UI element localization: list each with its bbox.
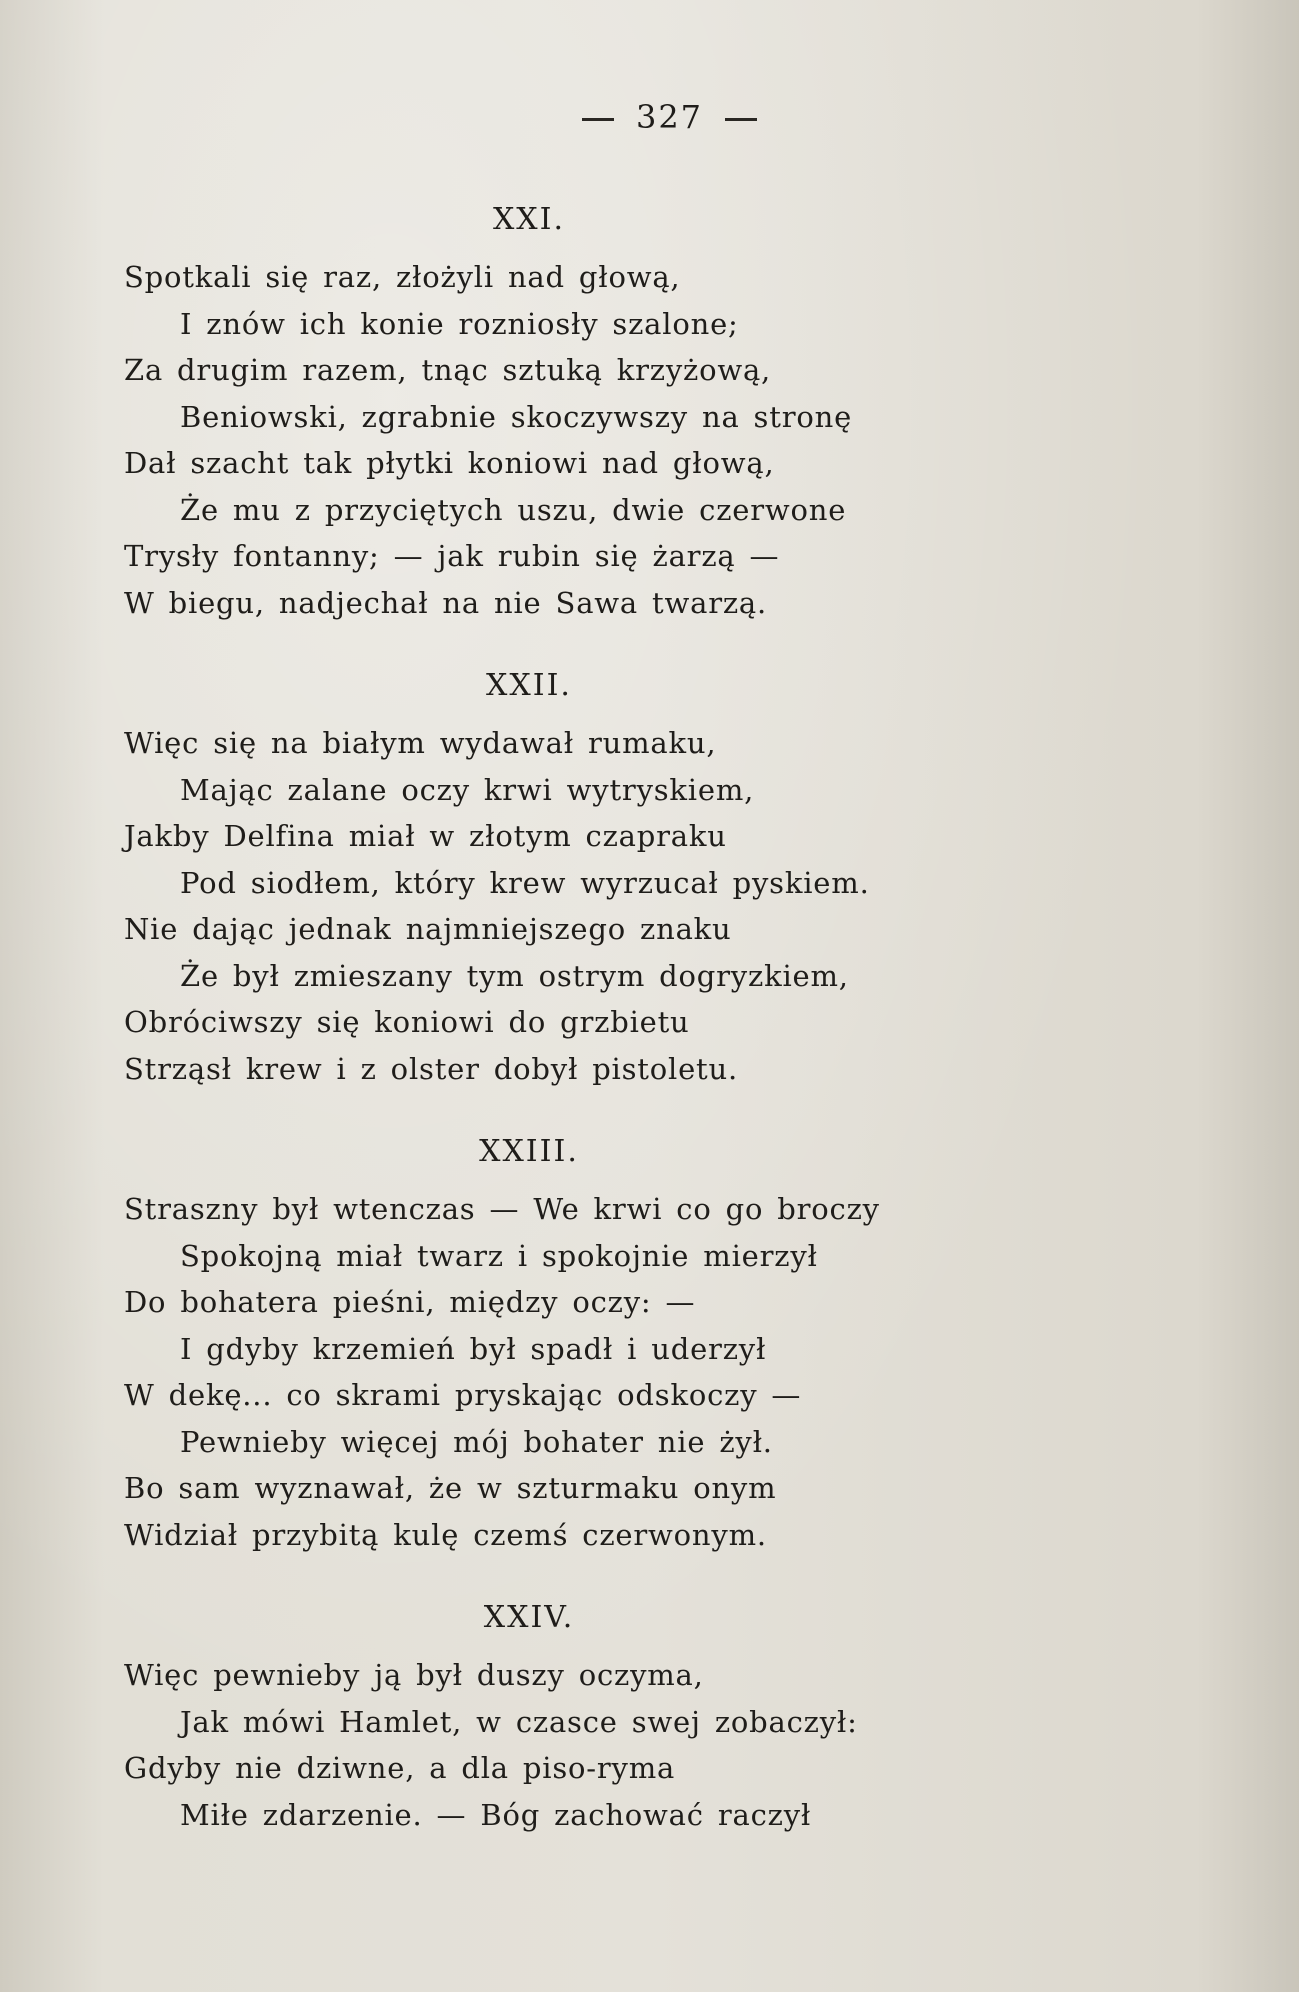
verse-line: Miłe zdarzenie. — Bóg zachować raczył [180, 1797, 812, 1832]
page-number-header [0, 98, 1299, 136]
stanza-number: XXII. [486, 668, 572, 703]
verse-line: Mając zalane oczy krwi wytryskiem, [180, 772, 755, 807]
verse-line: Więc pewnieby ją był duszy oczyma, [124, 1658, 704, 1692]
poem-text [124, 200, 1024, 1838]
stanza-number: XXIII. [479, 1134, 579, 1169]
verse-line: Nie dając jednak najmniejszego znaku [124, 912, 732, 946]
verse-line: Jak mówi Hamlet, w czasce swej zobaczył: [180, 1704, 858, 1739]
verse-line: Do bohatera pieśni, między oczy: — [124, 1285, 696, 1319]
verse-line: Widział przybitą kulę czemś czerwonym. [124, 1517, 767, 1552]
verse-line: Bo sam wyznawał, że w szturmaku onym [124, 1471, 777, 1505]
stanza-number: XXI. [492, 202, 566, 237]
verse-line: Pod siodłem, który krew wyrzucał pyskiem. [180, 865, 870, 900]
stanza [124, 1598, 1024, 1838]
verse-line: Obróciwszy się koniowi do grzbietu [124, 1005, 690, 1039]
stanza [124, 200, 1024, 626]
verse-line: W biegu, nadjechał na nie Sawa twarzą. [124, 585, 768, 620]
verse-line: Gdyby nie dziwne, a dla piso-ryma [124, 1751, 676, 1785]
verse-line: Jakby Delfina miał w złotym czapraku [124, 819, 727, 853]
verse-line: Straszny był wtenczas — We krwi co go broczy [124, 1192, 880, 1226]
verse-line: Beniowski, zgrabnie skoczywszy na stronę [180, 399, 853, 434]
verse-line: Że mu z przyciętych uszu, dwie czerwone [180, 492, 847, 527]
verse-line: Za drugim razem, tnąc sztuką krzyżową, [124, 353, 772, 387]
stanza [124, 666, 1024, 1092]
verse-line: Trysły fontanny; — jak rubin się żarzą — [124, 539, 780, 573]
stanza [124, 1132, 1024, 1558]
verse-line: W dekę... co skrami pryskając odskoczy — [124, 1378, 802, 1412]
verse-line: I gdyby krzemień był spadł i uderzył [180, 1331, 767, 1366]
verse-line: I znów ich konie rozniosły szalone; [180, 306, 739, 341]
page-number-dash-right [725, 118, 757, 121]
verse-line: Że był zmieszany tym ostrym dogryzkiem, [180, 958, 849, 993]
verse-line: Więc się na białym wydawał rumaku, [124, 726, 717, 760]
page-number: 327 [635, 98, 704, 136]
verse-line: Spotkali się raz, złożyli nad głową, [124, 260, 681, 294]
page-number-dash-left [582, 118, 614, 121]
stanza-number: XXIV. [483, 1600, 575, 1635]
verse-line: Dał szacht tak płytki koniowi nad głową, [124, 446, 775, 480]
verse-line: Pewnieby więcej mój bohater nie żył. [180, 1424, 773, 1459]
verse-line: Spokojną miał twarz i spokojnie mierzył [180, 1238, 818, 1273]
verse-line: Strząsł krew i z olster dobył pistoletu. [124, 1051, 739, 1086]
